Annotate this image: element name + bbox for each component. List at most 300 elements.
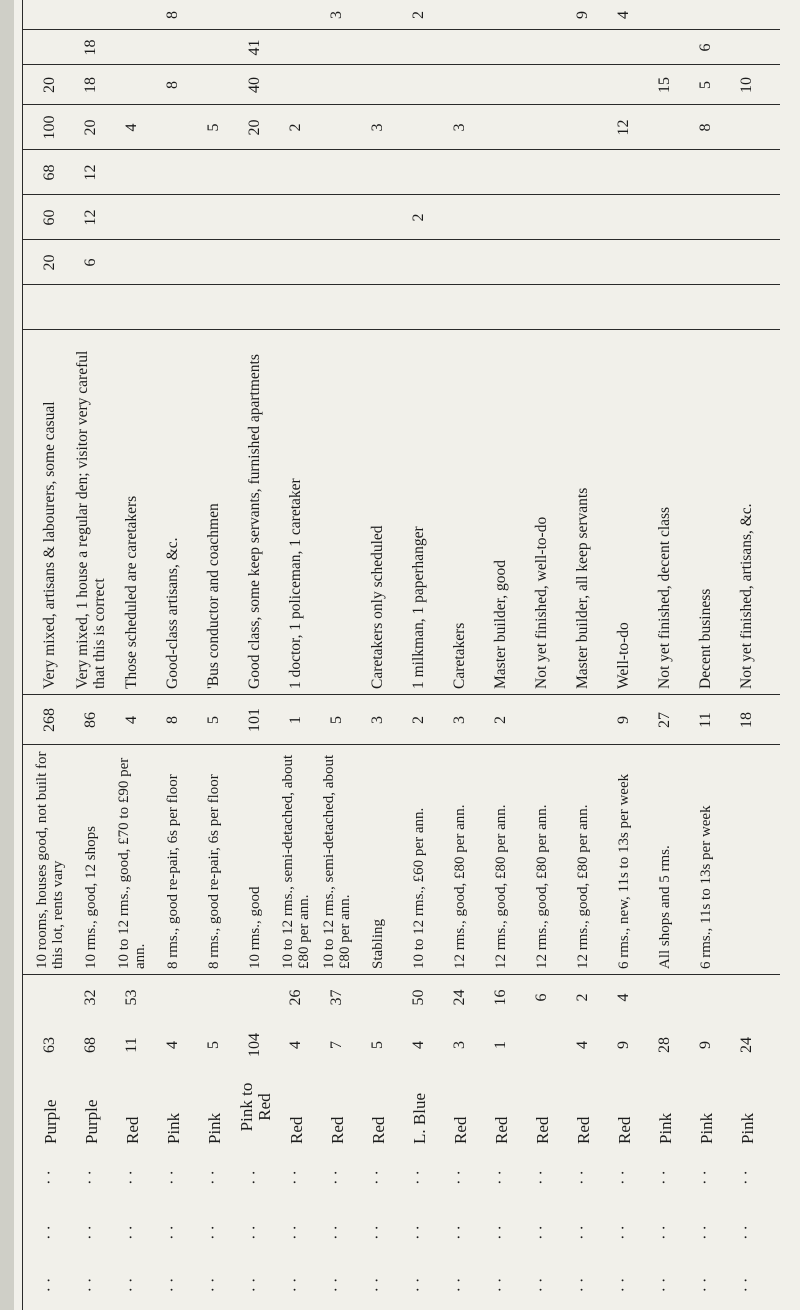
cell-weekly <box>153 975 194 1020</box>
cell-c3: · · <box>246 1170 264 1185</box>
column-rule <box>22 744 780 745</box>
cell-n5 <box>645 105 686 150</box>
cell-weekly: 32 <box>82 989 100 1006</box>
cell-houses: 28 <box>656 1037 674 1053</box>
cell-n3 <box>481 195 522 240</box>
cell-hd: 8 <box>164 716 182 724</box>
cell-n2 <box>645 240 686 285</box>
cell-houses: 1 <box>492 1041 510 1049</box>
cell-col: Purple <box>40 1099 60 1144</box>
table-row <box>686 0 727 1310</box>
cell-rent: 6 rms., new, 11s to 13s per week <box>615 773 632 969</box>
cell-n7 <box>276 30 317 65</box>
cell-n7 <box>440 30 481 65</box>
cell-n8: 4 <box>615 11 633 19</box>
cell-c2: · · <box>697 1225 715 1240</box>
cell-n5 <box>399 105 440 150</box>
cell-n8 <box>358 0 399 30</box>
table-row <box>727 0 768 1310</box>
cell-n7 <box>153 30 194 65</box>
table-row <box>71 0 112 1310</box>
cell-n5: 4 <box>123 123 141 132</box>
cell-c2: · · <box>533 1225 551 1240</box>
cell-n1 <box>317 285 358 330</box>
cell-n5 <box>481 105 522 150</box>
cell-n6 <box>481 65 522 105</box>
cell-col: Red <box>327 1116 347 1144</box>
cell-n8 <box>645 0 686 30</box>
cell-desc: 'Bus conductor and coachmen <box>205 503 223 689</box>
cell-hd: 86 <box>82 712 100 728</box>
cell-n5 <box>153 105 194 150</box>
cell-c1: · · <box>656 1277 674 1293</box>
cell-c3: · · <box>328 1170 346 1185</box>
cell-n6: 40 <box>246 77 264 93</box>
cell-houses: 68 <box>82 1037 100 1053</box>
cell-c2: · · <box>410 1225 428 1240</box>
cell-rent: 10 rooms, houses good, not built for this lot, rents vary <box>33 751 66 969</box>
cell-n5: 12 <box>615 119 633 136</box>
cell-n8 <box>481 0 522 30</box>
cell-c2: · · <box>738 1225 756 1240</box>
table-row <box>30 0 71 1310</box>
cell-c3: · · <box>738 1170 756 1185</box>
cell-n4 <box>153 150 194 195</box>
cell-n5 <box>727 105 768 150</box>
cell-col: Red <box>491 1116 511 1144</box>
cell-hd: 4 <box>123 716 141 724</box>
cell-hd <box>522 695 563 745</box>
cell-n3 <box>440 195 481 240</box>
cell-houses: 9 <box>697 1041 715 1049</box>
cell-desc <box>317 330 358 695</box>
cell-n5: 20 <box>246 119 264 136</box>
cell-hd: 18 <box>738 712 756 728</box>
cell-n2 <box>481 240 522 285</box>
cell-n6: 10 <box>738 77 756 93</box>
cell-c2: · · <box>451 1225 469 1240</box>
cell-n6 <box>358 65 399 105</box>
cell-c3: · · <box>533 1170 551 1185</box>
cell-c1: · · <box>369 1277 387 1293</box>
cell-n6 <box>399 65 440 105</box>
cell-c2: · · <box>82 1225 100 1240</box>
cell-n3 <box>604 195 645 240</box>
cell-weekly <box>645 975 686 1020</box>
cell-n5: 8 <box>697 123 715 132</box>
cell-weekly: 2 <box>574 993 592 1002</box>
cell-c2: · · <box>205 1225 223 1240</box>
table-row <box>153 0 194 1310</box>
cell-hd: 27 <box>656 712 674 728</box>
cell-weekly <box>30 975 71 1020</box>
table-row <box>522 0 563 1310</box>
column-rule <box>22 64 780 65</box>
cell-n6 <box>276 65 317 105</box>
cell-col: Red <box>573 1116 593 1144</box>
cell-n3 <box>276 195 317 240</box>
table-row <box>112 0 153 1310</box>
cell-n5: 20 <box>82 119 100 136</box>
cell-desc: Decent business <box>697 588 715 689</box>
cell-n8: 3 <box>328 11 346 19</box>
cell-n7 <box>30 30 71 65</box>
cell-n2 <box>440 240 481 285</box>
cell-n8 <box>727 0 768 30</box>
cell-hd: 1 <box>287 716 305 724</box>
cell-n2 <box>194 240 235 285</box>
cell-n4 <box>440 150 481 195</box>
cell-houses: 9 <box>615 1041 633 1049</box>
cell-rent: 12 rms., good, £80 per ann. <box>451 804 468 969</box>
cell-c2: · · <box>164 1225 182 1240</box>
cell-n2 <box>153 240 194 285</box>
cell-n3 <box>194 195 235 240</box>
cell-n7 <box>481 30 522 65</box>
cell-n8 <box>276 0 317 30</box>
cell-rent: 12 rms., good, £80 per ann. <box>533 804 550 969</box>
cell-rent: 10 rms., good <box>246 886 263 969</box>
cell-col: Red <box>614 1116 634 1144</box>
cell-n4 <box>235 150 276 195</box>
cell-houses: 7 <box>328 1041 346 1049</box>
cell-n4: 12 <box>82 164 100 181</box>
cell-rent: 10 to 12 rms., good, £70 to £90 per ann. <box>115 757 148 969</box>
cell-desc: Not yet finished, artisans, &c. <box>738 503 756 689</box>
cell-col: Pink <box>204 1112 224 1144</box>
cell-n7 <box>604 30 645 65</box>
column-rule <box>22 149 780 150</box>
cell-col: Pink <box>737 1112 757 1144</box>
cell-n1 <box>30 285 71 330</box>
cell-n1 <box>563 285 604 330</box>
cell-c1: · · <box>533 1277 551 1293</box>
cell-weekly: 37 <box>328 989 346 1006</box>
cell-n2 <box>112 240 153 285</box>
cell-n1 <box>645 285 686 330</box>
cell-n3 <box>645 195 686 240</box>
cell-c3: · · <box>287 1170 305 1185</box>
cell-hd: 2 <box>410 716 428 724</box>
cell-n3 <box>317 195 358 240</box>
cell-col: Pink to Red <box>236 1082 274 1132</box>
cell-n5 <box>317 105 358 150</box>
cell-c1: · · <box>451 1277 469 1293</box>
cell-n8 <box>522 0 563 30</box>
cell-c2: · · <box>492 1225 510 1240</box>
cell-c1: · · <box>410 1277 428 1293</box>
cell-weekly <box>686 975 727 1020</box>
cell-n3 <box>153 195 194 240</box>
cell-houses: 11 <box>123 1037 141 1053</box>
cell-n2 <box>563 240 604 285</box>
column-rule <box>22 29 780 30</box>
cell-n2 <box>727 240 768 285</box>
column-rule <box>22 239 780 240</box>
cell-desc: Not yet finished, well-to-do <box>533 516 551 689</box>
table-row <box>440 0 481 1310</box>
cell-col: Red <box>122 1116 142 1144</box>
cell-c1: · · <box>697 1277 715 1293</box>
cell-c2: · · <box>369 1225 387 1240</box>
table-row <box>194 0 235 1310</box>
cell-n3 <box>112 195 153 240</box>
cell-n8 <box>440 0 481 30</box>
cell-n6: 5 <box>697 81 715 89</box>
cell-desc: 1 doctor, 1 policeman, 1 caretaker <box>287 478 305 689</box>
cell-c2: · · <box>287 1225 305 1240</box>
cell-rent: 10 to 12 rms., semi-detached, about £80 per ann. <box>279 754 312 969</box>
cell-n2 <box>399 240 440 285</box>
cell-n5: 3 <box>369 123 387 132</box>
cell-c1: · · <box>164 1277 182 1293</box>
cell-n4 <box>522 150 563 195</box>
cell-hd: 9 <box>615 716 633 724</box>
cell-c1: · · <box>205 1277 223 1293</box>
cell-hd: 3 <box>451 716 469 724</box>
cell-c3: · · <box>164 1170 182 1185</box>
cell-weekly: 24 <box>451 989 469 1006</box>
cell-n1 <box>686 285 727 330</box>
cell-weekly: 53 <box>123 989 141 1006</box>
cell-c2: · · <box>246 1225 264 1240</box>
cell-rent: 10 to 12 rms., semi-detached, about £80 per ann. <box>320 754 353 969</box>
cell-houses: 24 <box>738 1037 756 1053</box>
cell-n1 <box>71 285 112 330</box>
table-row <box>358 0 399 1310</box>
cell-desc: Those scheduled are caretakers <box>123 495 141 689</box>
cell-n3: 60 <box>41 209 59 226</box>
cell-c3: · · <box>41 1170 59 1185</box>
cell-weekly: 4 <box>615 993 633 1002</box>
cell-rent: 10 rms., good, 12 shops <box>82 826 99 969</box>
cell-n8: 2 <box>410 11 428 19</box>
column-rule <box>22 329 780 330</box>
table-row <box>481 0 522 1310</box>
cell-n8 <box>194 0 235 30</box>
cell-weekly: 6 <box>533 993 551 1002</box>
cell-c1: · · <box>615 1277 633 1293</box>
cell-n6 <box>563 65 604 105</box>
cell-n3: 2 <box>410 213 428 222</box>
cell-rent <box>727 745 768 975</box>
cell-n6 <box>194 65 235 105</box>
cell-n5 <box>522 105 563 150</box>
cell-n2: 20 <box>41 254 59 271</box>
cell-n1 <box>358 285 399 330</box>
cell-hd: 11 <box>697 712 715 728</box>
cell-c2: · · <box>656 1225 674 1240</box>
cell-n1 <box>112 285 153 330</box>
cell-n1 <box>604 285 645 330</box>
cell-n2 <box>604 240 645 285</box>
cell-n8: 8 <box>164 11 182 19</box>
cell-n7 <box>727 30 768 65</box>
cell-n1 <box>153 285 194 330</box>
cell-col: L. Blue <box>409 1093 429 1144</box>
cell-n4 <box>399 150 440 195</box>
cell-col: Red <box>532 1116 552 1144</box>
cell-rent: 12 rms., good, £80 per ann. <box>574 804 591 969</box>
cell-n7 <box>194 30 235 65</box>
cell-c3: · · <box>82 1170 100 1185</box>
cell-n3 <box>522 195 563 240</box>
cell-weekly: 26 <box>287 989 305 1006</box>
table-row <box>317 0 358 1310</box>
cell-n7: 6 <box>697 43 715 52</box>
cell-n6 <box>440 65 481 105</box>
cell-n3 <box>235 195 276 240</box>
cell-rent: 12 rms., good, £80 per ann. <box>492 804 509 969</box>
cell-c1: · · <box>246 1277 264 1293</box>
cell-desc: Master builder, all keep servants <box>574 487 592 689</box>
cell-n8 <box>235 0 276 30</box>
cell-c3: · · <box>574 1170 592 1185</box>
cell-desc: Good-class artisans, &c. <box>164 537 182 689</box>
cell-desc: Master builder, good <box>492 560 510 689</box>
cell-n4: 68 <box>41 164 59 181</box>
cell-n3 <box>358 195 399 240</box>
cell-n3 <box>686 195 727 240</box>
column-rule <box>22 284 780 285</box>
cell-n5: 100 <box>41 115 59 140</box>
cell-weekly: 50 <box>410 989 428 1006</box>
cell-c3: · · <box>123 1170 141 1185</box>
column-rule <box>22 974 780 975</box>
table-row <box>235 0 276 1310</box>
cell-n1 <box>481 285 522 330</box>
cell-n1 <box>440 285 481 330</box>
cell-n8 <box>112 0 153 30</box>
cell-c1: · · <box>328 1277 346 1293</box>
cell-n2 <box>276 240 317 285</box>
table-row <box>563 0 604 1310</box>
cell-n5: 3 <box>451 123 469 132</box>
cell-n2: 6 <box>82 258 100 267</box>
cell-n7 <box>399 30 440 65</box>
table-row <box>645 0 686 1310</box>
cell-n6 <box>112 65 153 105</box>
cell-c2: · · <box>574 1225 592 1240</box>
cell-desc: Caretakers only scheduled <box>369 525 387 689</box>
cell-n4 <box>194 150 235 195</box>
cell-col: Purple <box>81 1099 101 1144</box>
cell-n4 <box>727 150 768 195</box>
cell-n5 <box>563 105 604 150</box>
cell-rent: 8 rms., good re-pair, 6s per floor <box>164 774 181 969</box>
table-row <box>604 0 645 1310</box>
cell-c2: · · <box>41 1225 59 1240</box>
cell-hd: 101 <box>246 708 264 732</box>
cell-houses: 4 <box>164 1041 182 1049</box>
cell-c1: · · <box>287 1277 305 1293</box>
cell-n1 <box>399 285 440 330</box>
cell-weekly <box>194 975 235 1020</box>
cell-n6 <box>317 65 358 105</box>
cell-col: Pink <box>655 1112 675 1144</box>
cell-desc: Very mixed, 1 house a regular den; visitor very careful that this is correct <box>74 350 108 689</box>
cell-hd: 2 <box>492 716 510 724</box>
cell-col: Pink <box>163 1112 183 1144</box>
cell-n8 <box>686 0 727 30</box>
cell-rent: 6 rms., 11s to 13s per week <box>697 805 714 969</box>
cell-hd: 5 <box>328 716 346 724</box>
column-rule <box>22 194 780 195</box>
cell-desc: Very mixed, artisans & labourers, some casual <box>41 401 59 689</box>
column-rule <box>22 104 780 105</box>
cell-n1 <box>235 285 276 330</box>
cell-n5: 5 <box>205 123 223 132</box>
cell-n6: 8 <box>164 81 182 89</box>
cell-n4 <box>112 150 153 195</box>
cell-n7 <box>112 30 153 65</box>
cell-rent: 10 to 12 rms., £60 per ann. <box>410 807 427 969</box>
cell-c1: · · <box>123 1277 141 1293</box>
cell-n3 <box>727 195 768 240</box>
cell-n6 <box>604 65 645 105</box>
cell-houses: 104 <box>246 1033 264 1057</box>
cell-n2 <box>317 240 358 285</box>
cell-c3: · · <box>697 1170 715 1185</box>
cell-n3 <box>563 195 604 240</box>
cell-n6: 18 <box>82 77 100 93</box>
cell-hd: 3 <box>369 716 387 724</box>
cell-houses: 4 <box>287 1041 305 1049</box>
cell-desc: Caretakers <box>451 622 469 689</box>
cell-n1 <box>522 285 563 330</box>
cell-n7: 18 <box>82 39 100 56</box>
cell-houses <box>522 1020 563 1070</box>
cell-n1 <box>727 285 768 330</box>
cell-c3: · · <box>369 1170 387 1185</box>
cell-c3: · · <box>492 1170 510 1185</box>
cell-n7 <box>563 30 604 65</box>
cell-n4 <box>276 150 317 195</box>
cell-n1 <box>276 285 317 330</box>
cell-c3: · · <box>451 1170 469 1185</box>
cell-weekly <box>727 975 768 1020</box>
cell-c3: · · <box>615 1170 633 1185</box>
cell-n5: 2 <box>287 123 305 132</box>
cell-rent: Stabling <box>369 918 386 969</box>
cell-n7: 41 <box>246 39 264 56</box>
cell-n7 <box>358 30 399 65</box>
cell-weekly: 16 <box>492 989 510 1006</box>
table-row <box>276 0 317 1310</box>
cell-n8: 9 <box>574 11 592 19</box>
cell-c3: · · <box>656 1170 674 1185</box>
cell-n4 <box>317 150 358 195</box>
cell-n7 <box>522 30 563 65</box>
cell-rent: 8 rms., good re-pair, 6s per floor <box>205 774 222 969</box>
cell-c3: · · <box>205 1170 223 1185</box>
cell-houses: 3 <box>451 1041 469 1049</box>
cell-c2: · · <box>123 1225 141 1240</box>
cell-desc: Good class, some keep servants, furnished apartments <box>246 354 264 689</box>
cell-c2: · · <box>328 1225 346 1240</box>
cell-n6: 15 <box>656 77 674 93</box>
cell-c3: · · <box>410 1170 428 1185</box>
cell-houses: 63 <box>41 1037 59 1053</box>
cell-c1: · · <box>574 1277 592 1293</box>
cell-hd <box>563 695 604 745</box>
cell-c1: · · <box>738 1277 756 1293</box>
column-rule <box>22 694 780 695</box>
table-row <box>399 0 440 1310</box>
cell-n4 <box>645 150 686 195</box>
cell-n7 <box>317 30 358 65</box>
cell-n4 <box>604 150 645 195</box>
